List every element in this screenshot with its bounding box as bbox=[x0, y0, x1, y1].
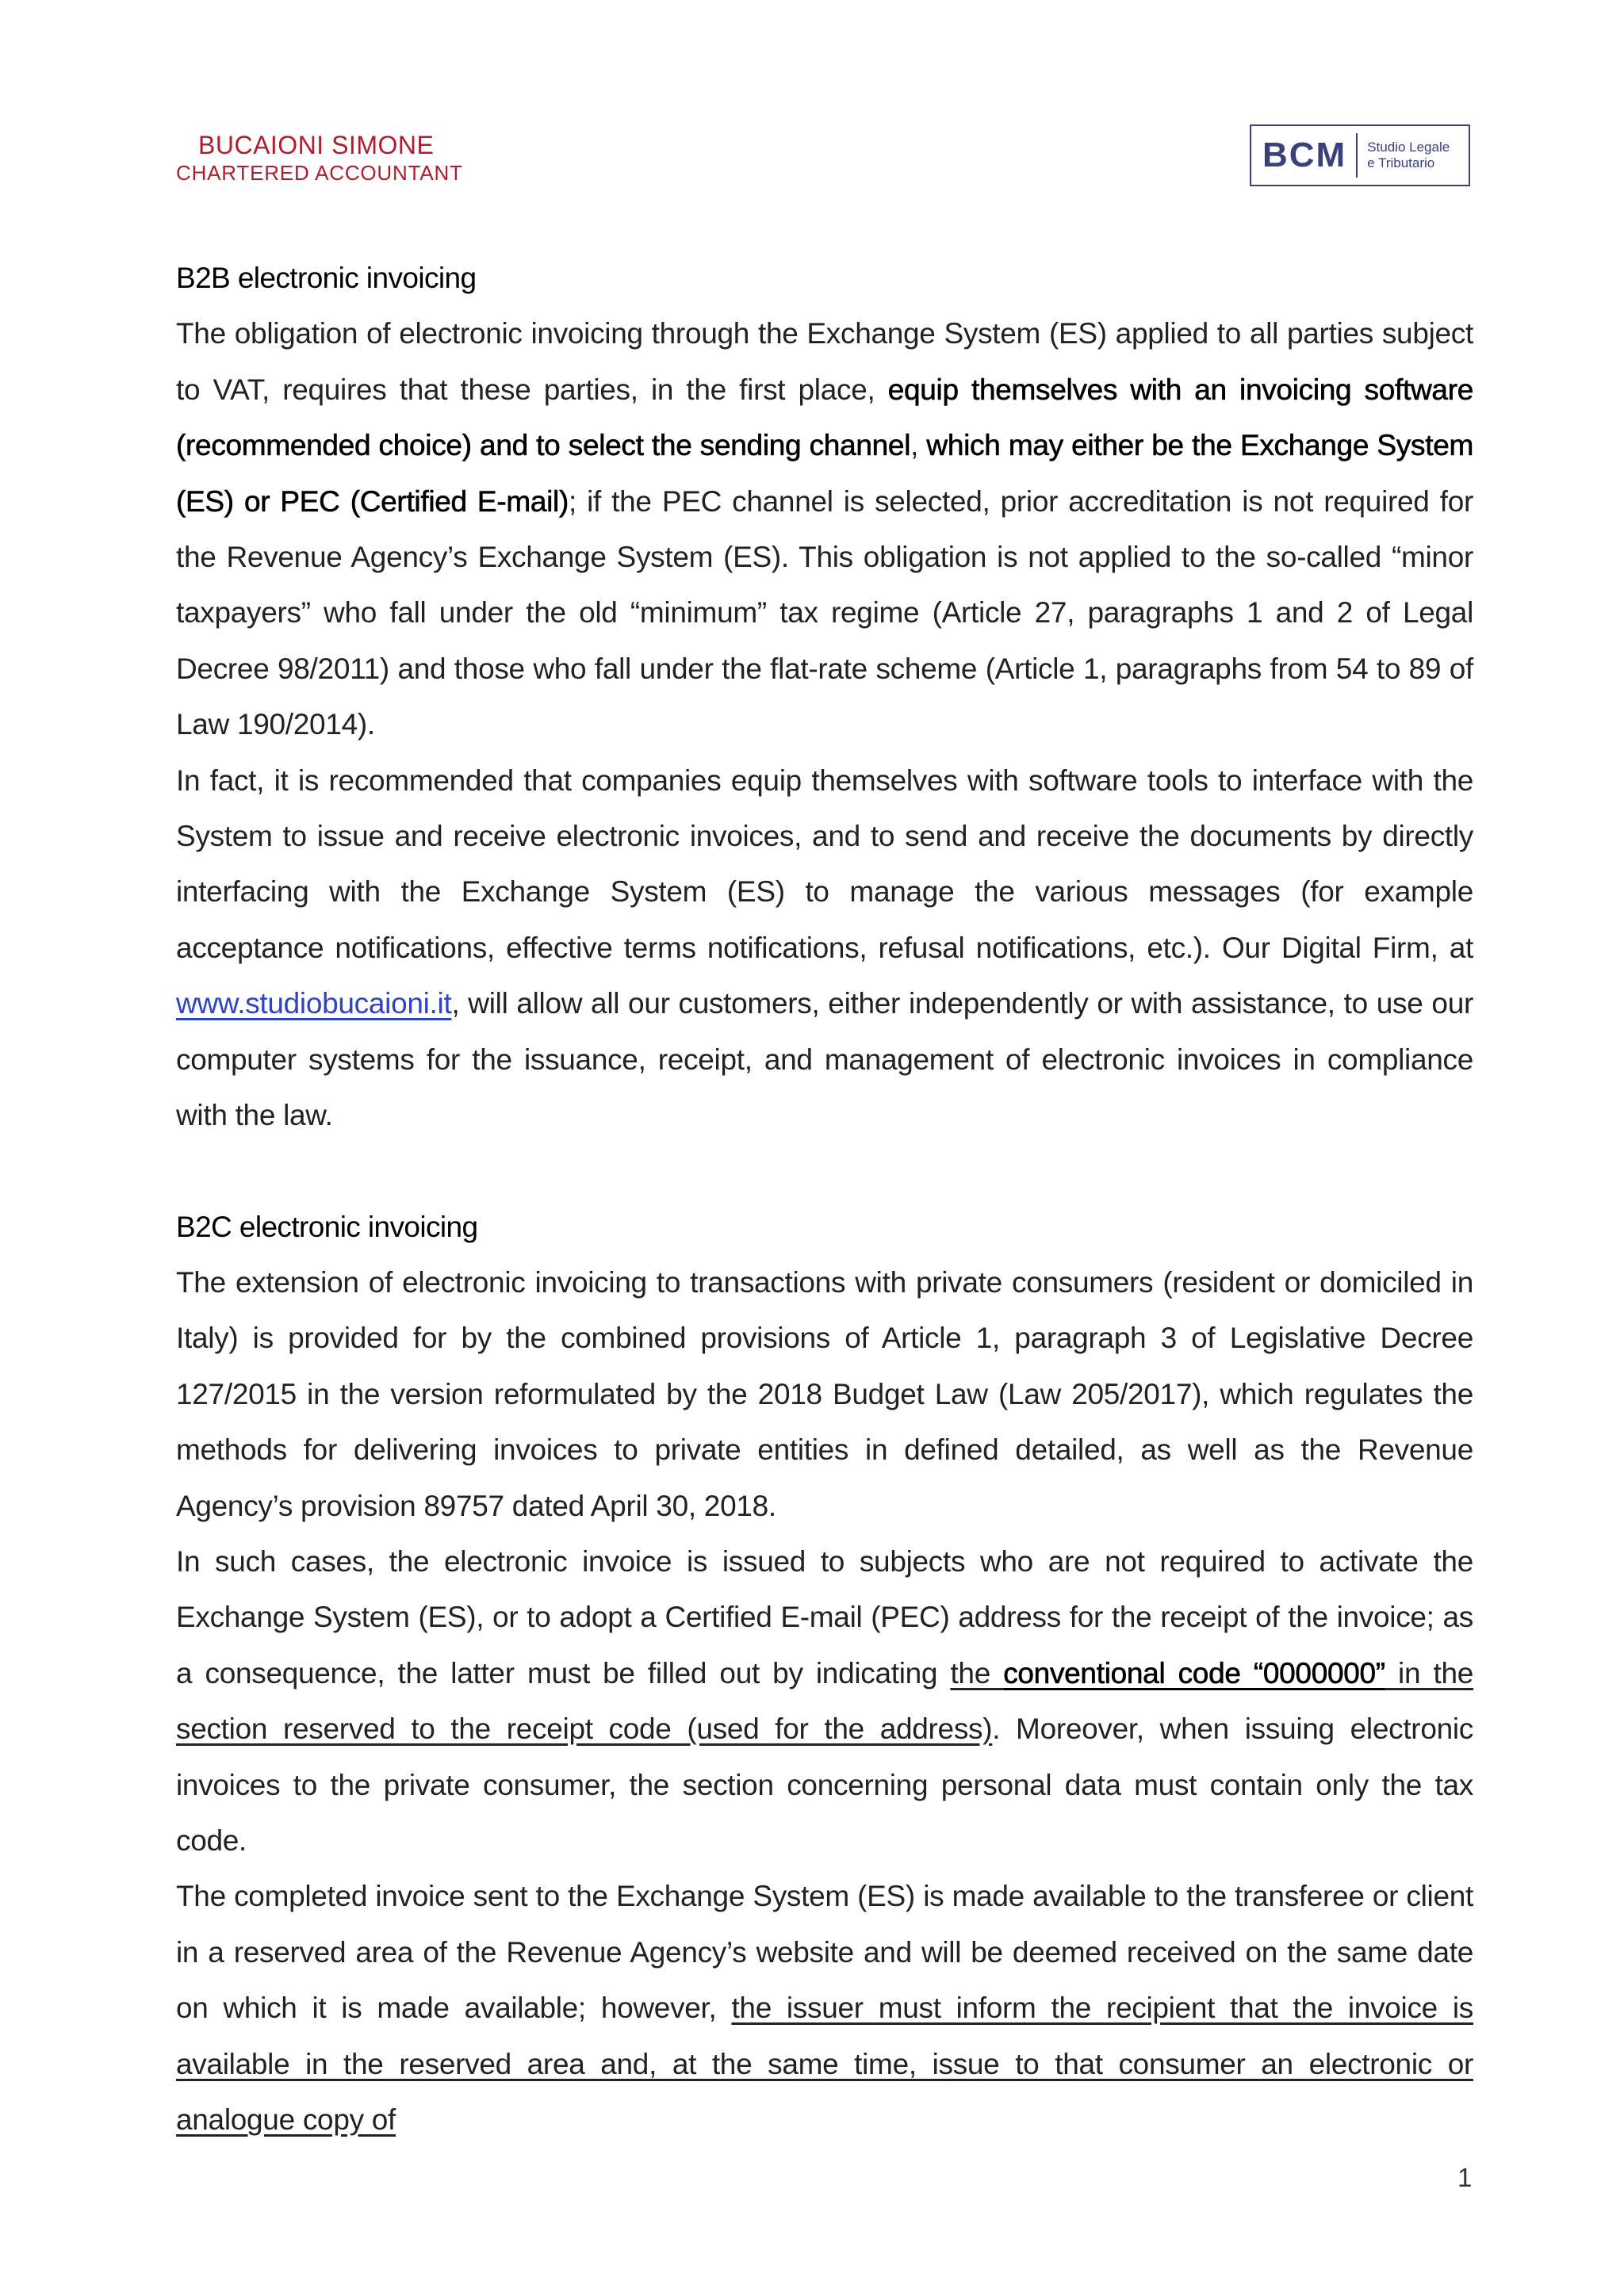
b2c-p3-text-a: The completed invoice sent to the Exchange System (ES) is made available to the transferee or client in a reserved area of the Revenue Agency’s website and will be deemed received on the same date on which it is made available; however, bbox=[176, 1880, 1473, 2025]
b2b-p1-bold-b: which may either be the Exchange System (ES) or PEC (Certified E-mail) bbox=[176, 429, 1473, 518]
logo-line-2: e Tributario bbox=[1367, 155, 1435, 170]
b2b-p2-text-a: In fact, it is recommended that companies equip themselves with software tools to interface with the System to issue and receive electronic invoices, and to send and receive the documents by directly interfacing with the Exchange System (ES) to manage the various messages (for example acceptance notifications, effective terms notifications, refusal notifications, etc.). Our Digital Firm, at bbox=[176, 763, 1473, 964]
b2c-p2-text-b: . Moreover, when issuing electronic invoices to the private consumer, the section concerning personal data must contain only the tax code. bbox=[176, 1712, 1473, 1857]
b2c-p2-underline-b: in the section reserved to the receipt code (used for the address) bbox=[176, 1656, 1473, 1746]
firm-name: BUCAIONI SIMONE bbox=[198, 131, 435, 159]
b2c-p2-conventional-code: conventional code “0000000” bbox=[1003, 1656, 1385, 1689]
b2b-p2-text-b: , will allow all our customers, either independently or with assistance, to use our computer systems for the issuance, receipt, and management of electronic invoices in compliance with the law. bbox=[176, 987, 1473, 1132]
b2c-paragraph-1: The extension of electronic invoicing to transactions with private consumers (resident or domiciled in Italy) is provided for by the combined provisions of Article 1, paragraph 3 of Legislative Decree 127/2015 in the version reformulated by the 2018 Budget Law (Law 205/2017), which regulates the methods for delivering invoices to private entities in defined detailed, as well as the Revenue Agency’s provision 89757 dated April 30, 2018. bbox=[176, 1265, 1473, 1522]
logo-text bbox=[1358, 140, 1450, 171]
b2b-p1-text-c: , bbox=[910, 429, 927, 462]
b2b-paragraph-1 bbox=[176, 306, 1473, 752]
firm-subtitle: CHARTERED ACCOUNTANT bbox=[176, 161, 463, 185]
section-spacer bbox=[176, 1144, 1473, 1200]
b2c-heading: B2C electronic invoicing bbox=[176, 1210, 478, 1243]
b2c-paragraph-3 bbox=[176, 1869, 1473, 2148]
b2c-paragraph-2 bbox=[176, 1534, 1473, 1869]
b2b-p1-text-a: The obligation of electronic invoicing through the Exchange System (ES) applied to all parties subject to VAT, requires that these parties, in the first place, bbox=[176, 317, 1473, 406]
b2b-heading: B2B electronic invoicing bbox=[176, 262, 477, 294]
b2b-p1-bold-a: equip themselves with an invoicing software (recommended choice) and to select the sending channel bbox=[176, 373, 1473, 462]
b2c-p2-underline-a: the bbox=[950, 1656, 1004, 1689]
logo-line-1: Studio Legale bbox=[1367, 140, 1450, 155]
page-number: 1 bbox=[1457, 2163, 1473, 2192]
b2c-p3-underline: the issuer must inform the recipient that the invoice is available in the reserved area and, at the same time, issue to that consumer an electronic or analogue copy of bbox=[176, 1992, 1473, 2136]
b2b-paragraph-2 bbox=[176, 753, 1473, 1144]
b2c-p2-text-a: In such cases, the electronic invoice is issued to subjects who are not required to activate the Exchange System (ES), or to adopt a Certified E-mail (PEC) address for the receipt of the invoice; as a consequence, the latter must be filled out by indicating bbox=[176, 1544, 1473, 1689]
bcm-logo bbox=[1250, 124, 1470, 186]
logo-mark: BCM bbox=[1262, 136, 1347, 174]
document-body bbox=[176, 251, 1473, 2148]
b2b-p1-text-e: ; if the PEC channel is selected, prior accreditation is not required for the Revenue Agency’s Exchange System (ES). This obligation is not applied to the so-called “minor taxpayers” who fall under the old “minimum” tax regime (Article 27, paragraphs 1 and 2 of Legal Decree 98/2011) and those who fall under the flat-rate scheme (Article 1, paragraphs from 54 to 89 of Law 190/2014). bbox=[176, 484, 1473, 741]
studio-website-link[interactable]: www.studiobucaioni.it bbox=[176, 987, 452, 1020]
